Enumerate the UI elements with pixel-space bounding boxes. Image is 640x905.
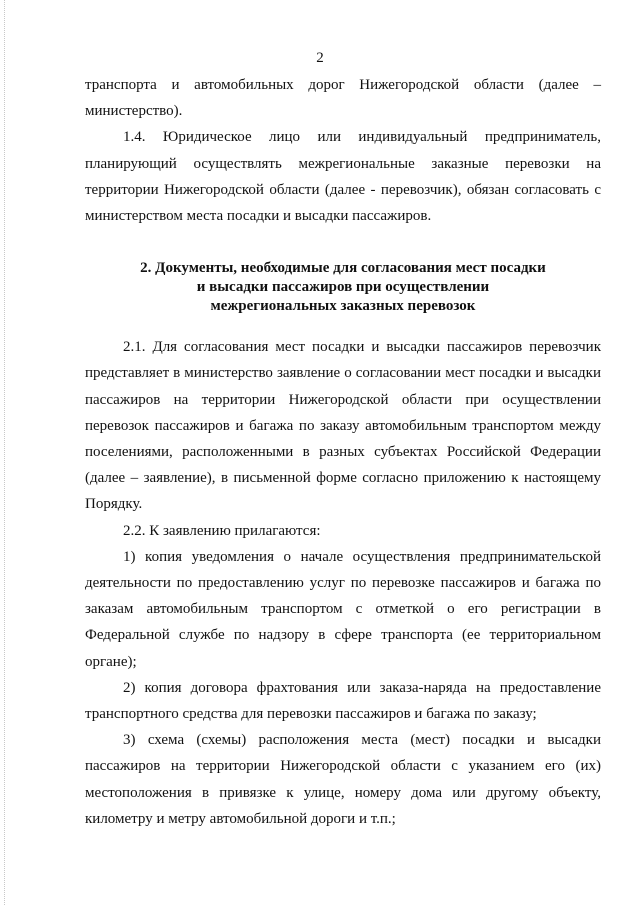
heading-line: 2. Документы, необходимые для согласования мест посадки (140, 260, 546, 277)
paragraph-2-1: 2.1. Для согласования мест посадки и высадки пассажиров перевозчик представляет в министерство заявление о согласовании мест посадки и высадки пассажиров на территории Нижегородской области при осуществлении перевозок пассажиров и багажа по заказу автомобильным транспортом между поселениями, расположенными в разных субъектах Российской Федерации (далее – заявление), в письменной форме согласно приложению к настоящему Порядку. (85, 339, 601, 513)
list-item-3: 3) схема (схемы) расположения места (мест) посадки и высадки пассажиров на территории Нижегородской области с указанием его (их) местоположения в привязке к улице, номеру дома или другому объекту, километру и метру автомобильной дороги и т.п.; (85, 732, 601, 827)
paragraph-1-4: 1.4. Юридическое лицо или индивидуальный предприниматель, планирующий осуществлять межрегиональные заказные перевозки на территории Нижегородской области (далее - перевозчик), обязан согласовать с министерством места посадки и высадки пассажиров. (85, 129, 601, 225)
document-body (85, 72, 601, 832)
page-number: 2 (316, 50, 324, 66)
paragraph-ministry-continuation: транспорта и автомобильных дорог Нижегородской области (далее – министерство). (85, 77, 601, 120)
list-item-2: 2) копия договора фрахтования или заказа-наряда на предоставление транспортного средства для перевозки пассажиров и багажа по заказу; (85, 679, 601, 723)
page-edge-line (4, 0, 6, 905)
heading-line: и высадки пассажиров при осуществлении (196, 279, 490, 296)
section-2-heading (85, 259, 601, 316)
list-item-1: 1) копия уведомления о начале осуществления предпринимательской деятельности по предоставлению услуг по перевозке пассажиров и багажа по заказам автомобильным транспортом с отметкой о его регистрации в Федеральной службе по надзору в сфере транспорта (ее территориальном органе); (85, 548, 601, 670)
heading-line: межрегиональных заказных перевозок (210, 298, 476, 315)
paragraph-2-2: 2.2. К заявлению прилагаются: (123, 522, 321, 539)
